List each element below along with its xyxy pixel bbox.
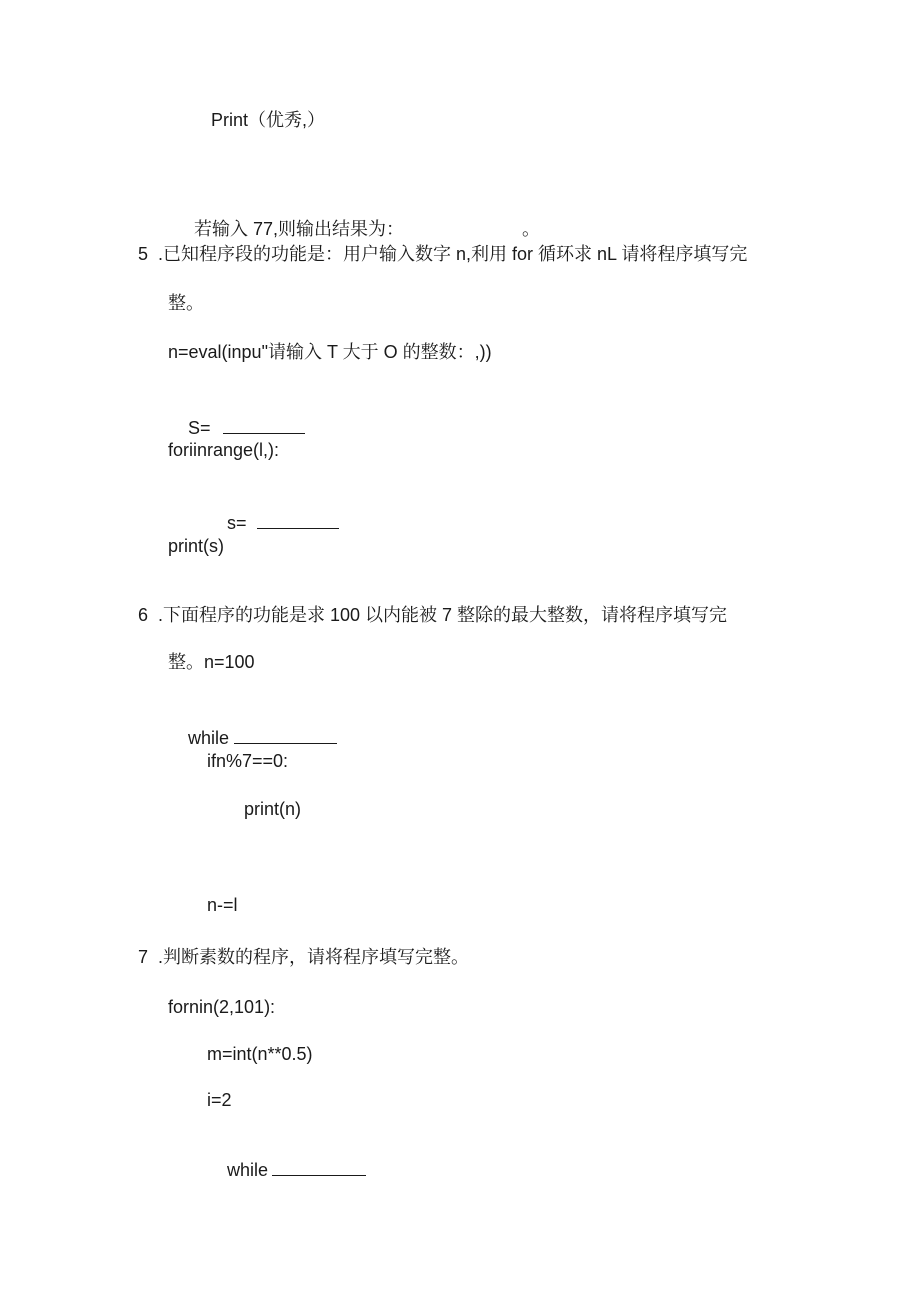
question-5-text-cont: 整。 <box>168 293 204 313</box>
q5-blank-1 <box>223 416 305 434</box>
q5-code-line-1: n=eval(inpu"请输入 T 大于 O 的整数：,)) <box>168 342 492 362</box>
question-6-number: 6 <box>138 605 149 625</box>
q6-blank-1 <box>234 726 337 744</box>
q7-code-line-4 <box>207 1134 366 1180</box>
q5-code-s-assign-inner: s= <box>227 513 247 533</box>
question-5-number: 5 <box>138 244 149 264</box>
q6-code-line-4: n-=l <box>207 895 238 915</box>
q5-blank-2 <box>257 511 339 529</box>
q7-code-line-1: fornin(2,101): <box>168 997 276 1017</box>
question-5-text: .已知程序段的功能是：用户输入数字 n,利用 for 循环求 nL 请将程序填写完 <box>158 244 748 264</box>
input-77-period: 。 <box>522 219 541 239</box>
q7-code-while: while <box>227 1160 269 1180</box>
q7-blank-1 <box>272 1158 366 1176</box>
q5-code-line-2 <box>168 392 305 438</box>
print-excellent-line: Print（优秀,） <box>211 110 326 130</box>
answer-blank <box>404 218 522 235</box>
q6-code-while: while <box>188 728 230 748</box>
q5-code-s-assign: S= <box>188 418 211 438</box>
question-7-number: 7 <box>138 947 149 967</box>
input-77-text: 若输入 77,则输出结果为： <box>194 219 405 239</box>
q5-code-line-4 <box>207 487 339 533</box>
q5-code-line-3: foriinrange(l,): <box>168 440 280 460</box>
input-77-line <box>174 193 541 239</box>
question-6-text-cont: 整。n=100 <box>168 652 255 672</box>
question-7-text: .判断素数的程序，请将程序填写完整。 <box>158 947 469 967</box>
q5-code-line-5: print(s) <box>168 536 225 556</box>
q6-code-line-1 <box>168 702 337 748</box>
q6-code-line-3: print(n) <box>244 799 302 819</box>
question-6-text: .下面程序的功能是求 100 以内能被 7 整除的最大整数，请将程序填写完 <box>158 605 728 625</box>
q6-code-line-2: ifn%7==0: <box>207 751 289 771</box>
q7-code-line-2: m=int(n**0.5) <box>207 1044 313 1064</box>
q7-code-line-3: i=2 <box>207 1090 232 1110</box>
